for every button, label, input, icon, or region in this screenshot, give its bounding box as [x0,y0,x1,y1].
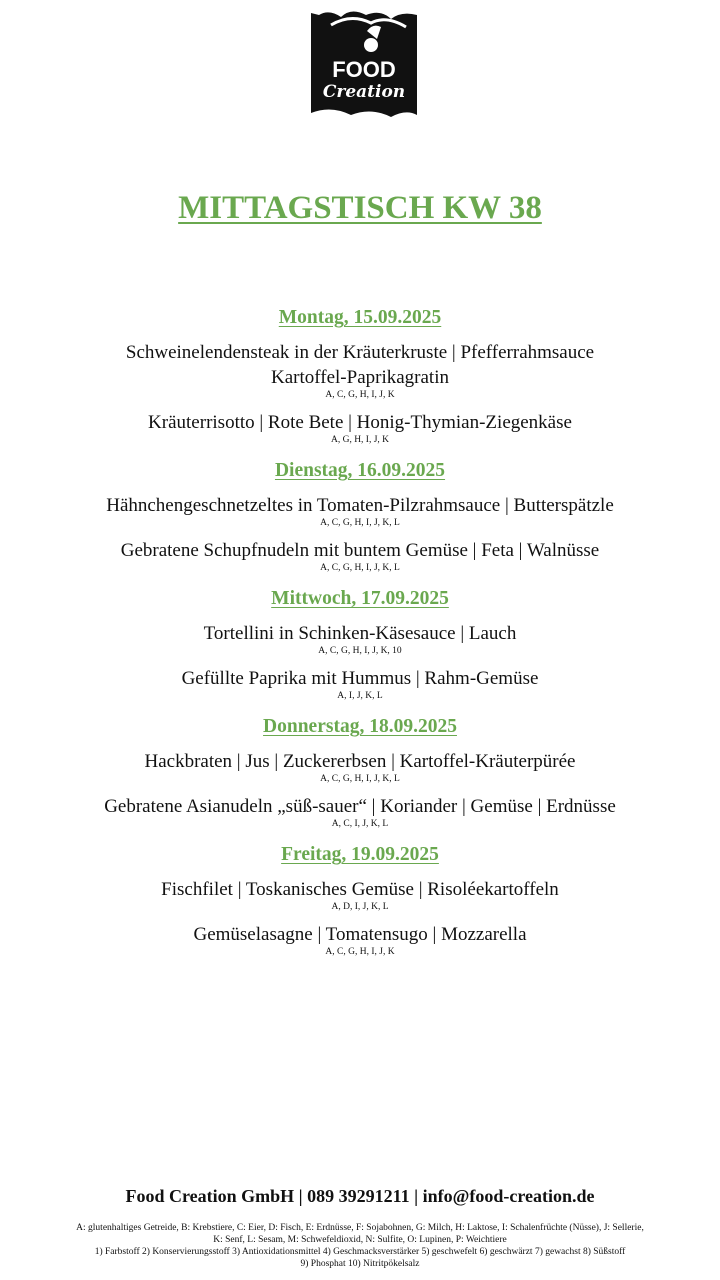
dish-name-line-2: Kartoffel-Paprikagratin [271,367,449,388]
dish-allergens: A, C, G, H, I, J, K, L [320,563,400,573]
dish-name: Hackbraten | Jus | Zuckererbsen | Kartoffel-Kräuterpürée [144,751,576,772]
dish-allergens: A, C, G, H, I, J, K, L [320,774,400,784]
dish-name: Gebratene Schupfnudeln mit buntem Gemüse | Feta | Walnüsse [120,540,600,561]
dish-allergens: A, C, G, H, I, J, K [325,390,395,400]
food-creation-logo [311,5,417,125]
dish [0,666,720,702]
day-heading: Mittwoch, 17.09.2025 [271,588,449,609]
dish-name: Hähnchengeschnetzeltes in Tomaten-Pilzrahmsauce | Butterspätzle [106,495,614,516]
logo-text-bottom: Creation [322,82,406,102]
dish-allergens: A, D, I, J, K, L [331,902,389,912]
dish [0,493,720,529]
day-heading: Freitag, 19.09.2025 [281,844,439,865]
dish-name: Gefüllte Paprika mit Hummus | Rahm-Gemüse [181,668,539,689]
dish-allergens: A, C, G, H, I, J, K, 10 [318,646,402,656]
footer-contact: Food Creation GmbH | 089 39291211 | info@food-creation.de [125,1186,595,1206]
dish-allergens: A, C, G, H, I, J, K, L [320,518,400,528]
allergen-legend [0,1222,720,1270]
dish-name: Tortellini in Schinken-Käsesauce | Lauch [203,623,517,644]
dish-name: Gemüselasagne | Tomatensugo | Mozzarella [193,924,527,945]
page-title: MITTAGSTISCH KW 38 [178,190,542,226]
dish [0,538,720,574]
logo-text-top: FOOD [332,57,396,82]
dish-allergens: A, C, G, H, I, J, K [325,947,395,957]
day-heading: Montag, 15.09.2025 [278,307,442,328]
dish [0,877,720,913]
weekly-menu [0,305,720,958]
day-heading: Dienstag, 16.09.2025 [274,460,446,481]
dish [0,922,720,958]
logo-graphic [311,5,417,125]
dish [0,621,720,657]
dish-allergens: A, G, H, I, J, K [330,435,390,445]
dish-name: Fischfilet | Toskanisches Gemüse | Risoléekartoffeln [161,879,559,900]
dish-name: Kräuterrisotto | Rote Bete | Honig-Thymian-Ziegenkäse [148,412,572,433]
day-heading: Donnerstag, 18.09.2025 [263,716,457,737]
dish [0,340,720,401]
dish-allergens: A, C, I, J, K, L [331,819,389,829]
dish [0,794,720,830]
dish [0,749,720,785]
dish-name: Gebratene Asianudeln „süß-sauer“ | Koriander | Gemüse | Erdnüsse [104,796,616,817]
dish [0,410,720,446]
legend-line: K: Senf, L: Sesam, M: Schwefeldioxid, N: Sulfite, O: Lupinen, P: Weichtiere [213,1235,507,1245]
legend-line: A: glutenhaltiges Getreide, B: Krebstiere, C: Eier, D: Fisch, E: Erdnüsse, F: Sojabohnen, G: Milch, H: Laktose, I: Schalenfrüchte (Nüsse), J: Sellerie, [76,1223,644,1233]
legend-line: 1) Farbstoff 2) Konservierungsstoff 3) Antioxidationsmittel 4) Geschmacksverstärker 5) geschwefelt 6) geschwärzt 7) gewachst 8) Süßstoff [94,1247,626,1257]
dish-allergens: A, I, J, K, L [337,691,383,701]
legend-line: 9) Phosphat 10) Nitritpökelsalz [300,1259,420,1269]
dish-name: Schweinelendensteak in der Kräuterkruste | Pfefferrahmsauce [125,342,595,363]
